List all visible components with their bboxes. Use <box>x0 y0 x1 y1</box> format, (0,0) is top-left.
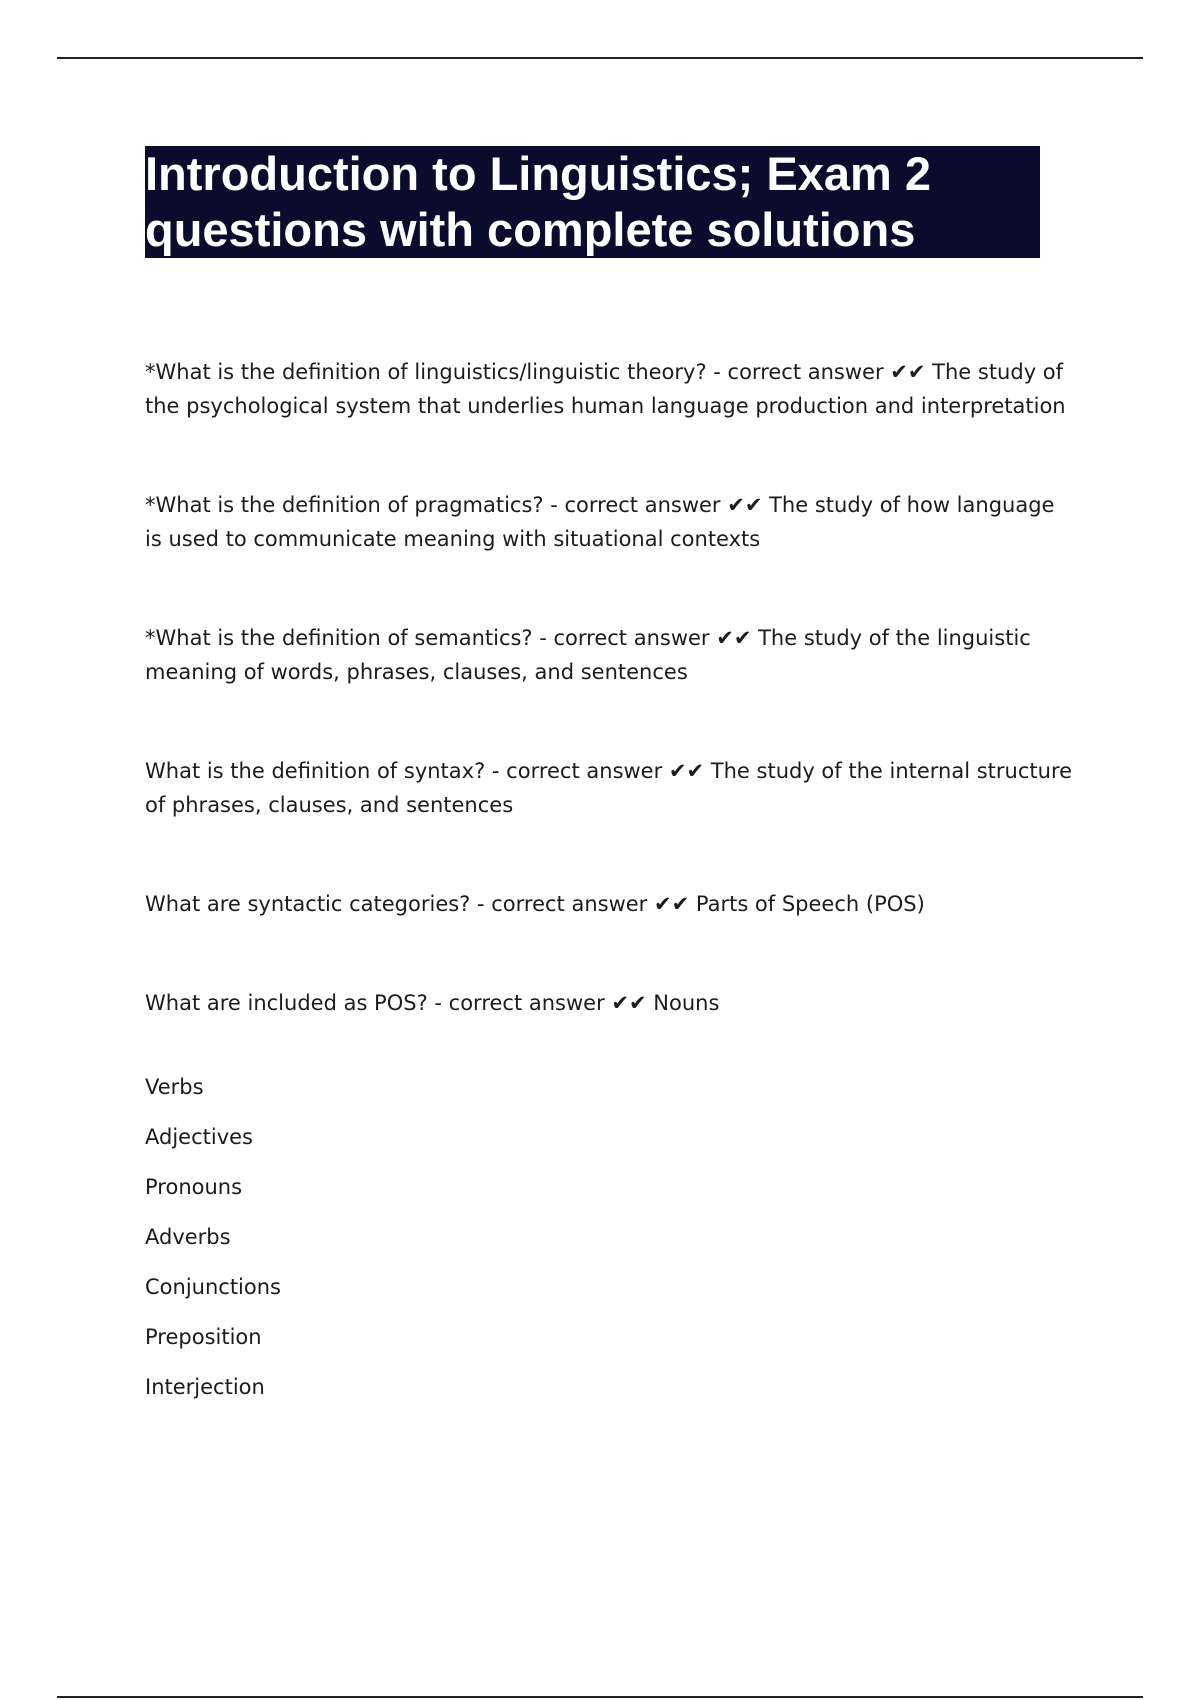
answer-text: The study of how language is used to communicate meaning with situational contexts <box>145 493 1055 551</box>
qa-item <box>145 887 1075 921</box>
answer-marker: - correct answer ✔✔ <box>470 892 696 916</box>
qa-item <box>145 488 1075 556</box>
answer-marker: - correct answer ✔✔ <box>427 991 654 1015</box>
document-body <box>145 355 1075 1420</box>
answer-marker: - correct answer ✔✔ <box>485 759 711 783</box>
qa-item <box>145 355 1075 423</box>
pos-list-item: Pronouns <box>145 1175 243 1199</box>
pos-list-item: Conjunctions <box>145 1275 281 1299</box>
question-text: *What is the definition of linguistics/linguistic theory? <box>145 360 707 384</box>
document-title: Introduction to Linguistics; Exam 2 questions with complete solutions <box>145 146 1040 258</box>
top-rule <box>57 57 1143 59</box>
pos-list-item: Interjection <box>145 1375 265 1399</box>
question-text: What is the definition of syntax? <box>145 759 486 783</box>
pos-list-item: Adverbs <box>145 1225 231 1249</box>
pos-list-item: Preposition <box>145 1325 262 1349</box>
pos-list-item: Verbs <box>145 1075 204 1099</box>
answer-marker: - correct answer ✔✔ <box>706 360 933 384</box>
qa-item <box>145 621 1075 689</box>
question-text: *What is the definition of pragmatics? <box>145 493 544 517</box>
answer-marker: - correct answer ✔✔ <box>532 626 759 650</box>
answer-text: The study of the linguistic meaning of words, phrases, clauses, and sentences <box>145 626 1031 684</box>
question-text: *What is the definition of semantics? <box>145 626 533 650</box>
question-text: What are syntactic categories? <box>145 892 471 916</box>
pos-list <box>145 1070 1075 1404</box>
title-block <box>145 146 1040 258</box>
answer-text: The study of the psychological system that underlies human language production and interpretation <box>145 360 1066 418</box>
qa-item <box>145 986 1075 1020</box>
answer-text: Nouns <box>653 991 720 1015</box>
bottom-rule <box>57 1696 1143 1698</box>
pos-list-item: Adjectives <box>145 1125 253 1149</box>
qa-item <box>145 754 1075 822</box>
question-text: What are included as POS? <box>145 991 428 1015</box>
answer-text: The study of the internal structure of phrases, clauses, and sentences <box>145 759 1073 817</box>
answer-marker: - correct answer ✔✔ <box>543 493 770 517</box>
answer-text: Parts of Speech (POS) <box>695 892 925 916</box>
